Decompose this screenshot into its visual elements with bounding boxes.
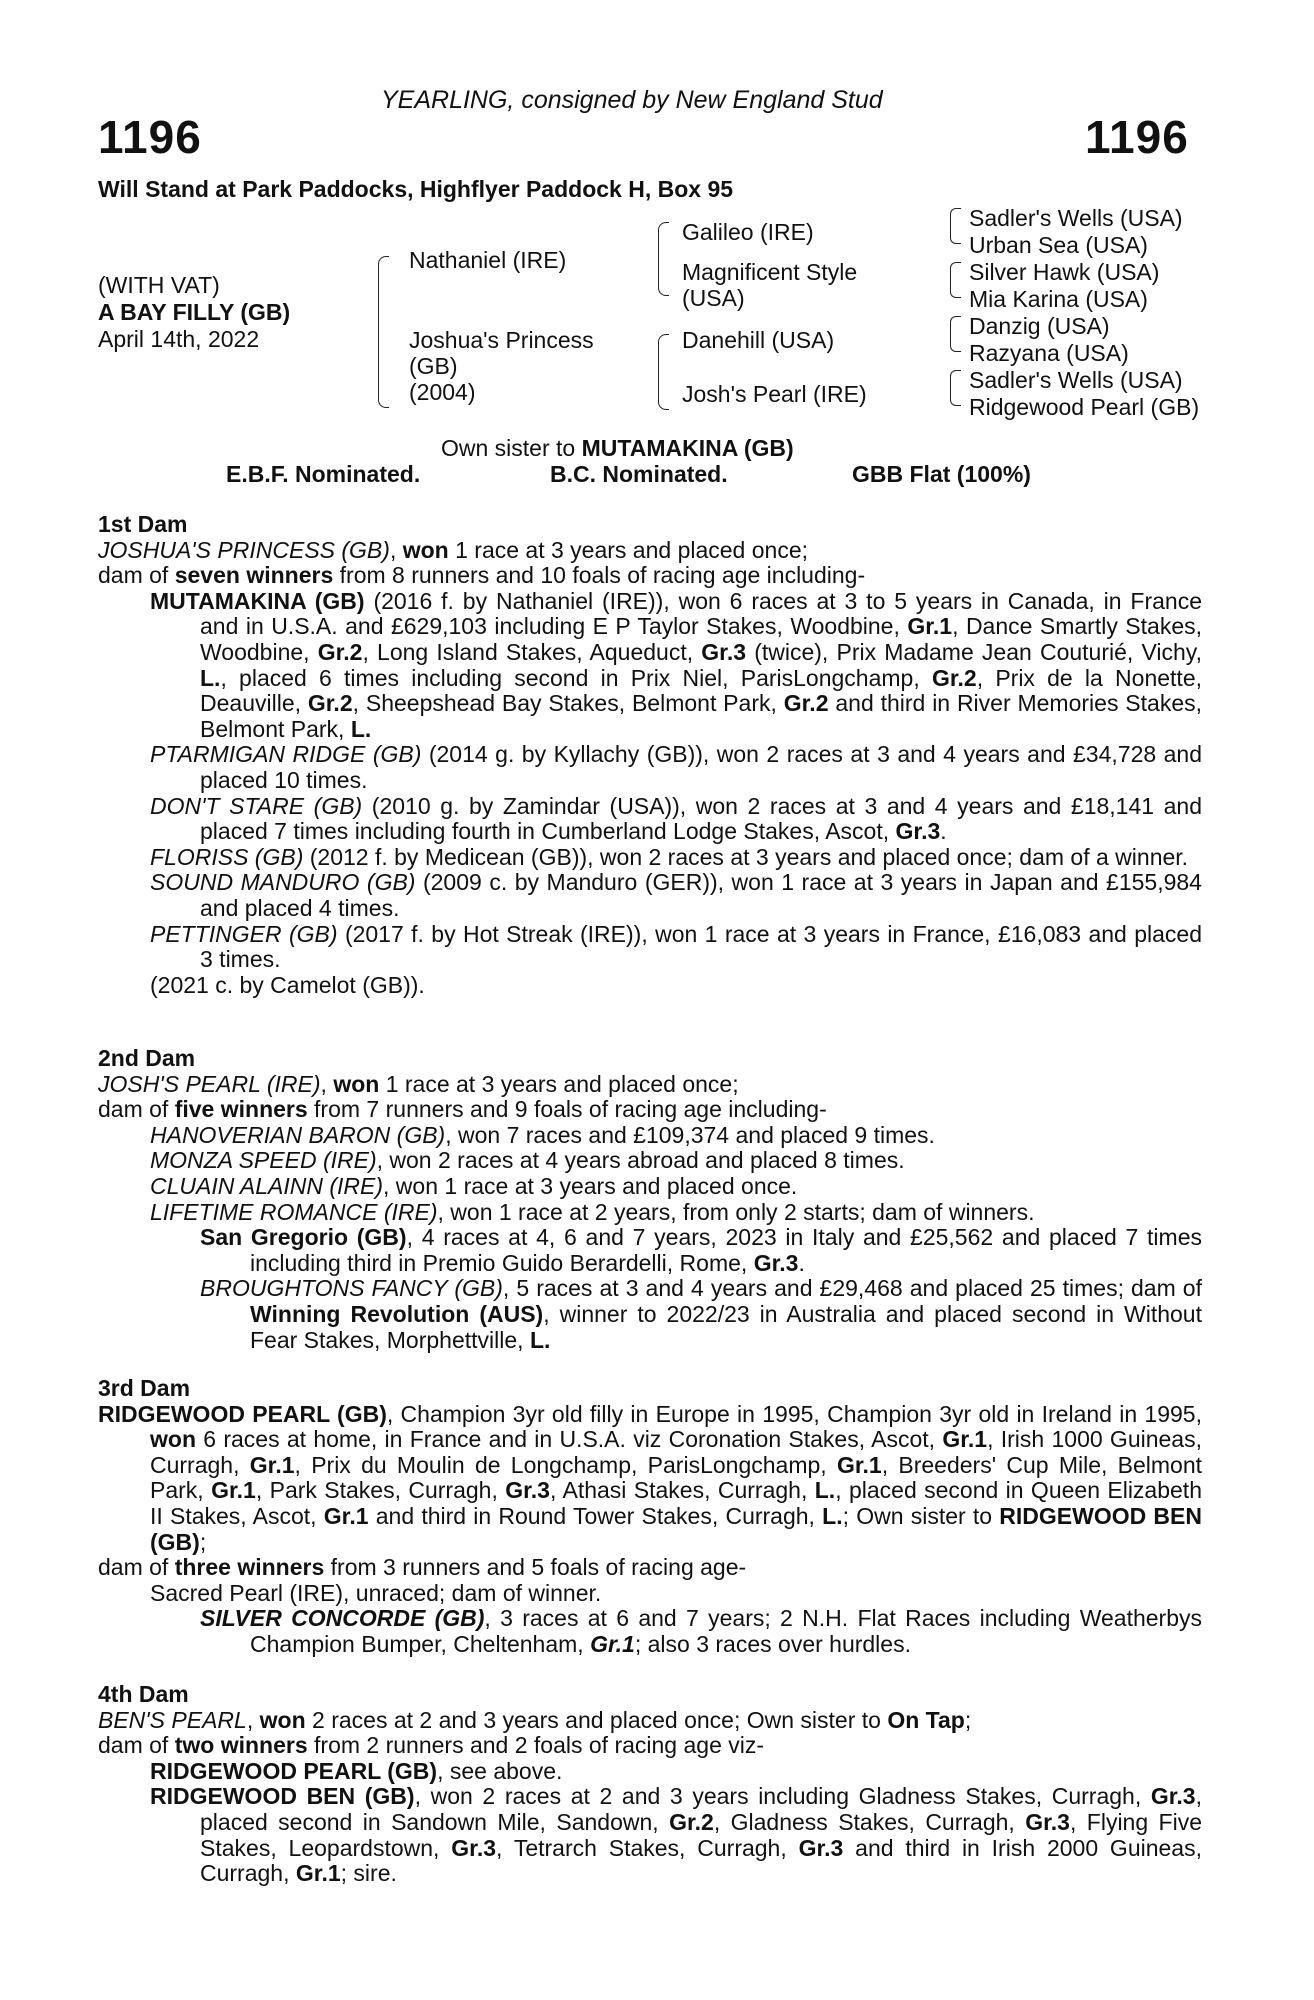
offspring-text: , winner to 2022/23 in Australia and placed second in Without Fear Stakes, Morphettville, bbox=[250, 1300, 1202, 1353]
lot-number-right: 1196 bbox=[1085, 111, 1189, 163]
record-text: ; Own sister to bbox=[842, 1502, 1000, 1529]
third-dam-heading: 3rd Dam bbox=[98, 1375, 191, 1401]
offspring-text: , Gladness Stakes, Curragh, bbox=[713, 1808, 1026, 1835]
offspring-text: ; also 3 races over hurdles. bbox=[634, 1630, 911, 1657]
second-dam-heading: 2nd Dam bbox=[98, 1045, 196, 1071]
offspring-name: FLORISS (GB) bbox=[150, 843, 304, 870]
offspring-name: MUTAMAKINA (GB) bbox=[150, 587, 365, 614]
offspring-text: , Prix de la Nonette, Deauville, bbox=[200, 664, 1202, 717]
first-dam-section bbox=[98, 512, 1202, 998]
offspring-text: (2009 c. by Manduro (GER)), won 1 race at 3 years in Japan and £155,984 and placed 4 times. bbox=[200, 869, 1202, 921]
won-label: won bbox=[150, 1426, 196, 1453]
offspring-name: MONZA SPEED (IRE) bbox=[150, 1147, 377, 1174]
grade-label: Gr.1 bbox=[836, 1451, 882, 1478]
first-dam-heading: 1st Dam bbox=[98, 511, 188, 537]
grade-label: Gr.3 bbox=[1025, 1808, 1070, 1835]
third-dam-section bbox=[98, 1376, 1202, 1658]
listed-label: L. bbox=[200, 664, 221, 691]
runners-foals: from 3 runners and 5 foals of racing age- bbox=[324, 1554, 747, 1581]
won-label: won bbox=[402, 536, 449, 563]
offspring-hanoverian-baron bbox=[150, 1123, 1202, 1149]
record-text: , Irish 1000 Guineas, Curragh, bbox=[150, 1426, 1202, 1478]
winners-count: five winners bbox=[174, 1096, 308, 1123]
offspring-name: PETTINGER (GB) bbox=[150, 920, 338, 947]
dam-dam: Josh's Pearl (IRE) bbox=[682, 381, 867, 407]
grade-label: Gr.3 bbox=[753, 1249, 799, 1276]
fourth-dam-section bbox=[98, 1682, 1202, 1887]
record-text: , placed second in Queen Elizabeth II Stakes, Ascot, bbox=[150, 1477, 1202, 1529]
great-grandsire-1: Sadler's Wells (USA) bbox=[969, 205, 1183, 231]
listed-label: L. bbox=[814, 1477, 836, 1504]
second-dam-produce bbox=[98, 1097, 1202, 1123]
third-dam-name: RIDGEWOOD PEARL (GB) bbox=[98, 1400, 387, 1427]
grade-label: Gr.1 bbox=[249, 1451, 295, 1478]
offspring-name: SOUND MANDURO (GB) bbox=[150, 869, 416, 896]
offspring-name: HANOVERIAN BARON (GB) bbox=[150, 1121, 446, 1148]
winners-count: seven winners bbox=[174, 562, 334, 589]
grade-label: Gr.3 bbox=[798, 1834, 844, 1861]
dam-name-line1: Joshua's Princess bbox=[409, 327, 594, 353]
dam-year: (2004) bbox=[409, 379, 476, 405]
sire-sire: Galileo (IRE) bbox=[682, 219, 814, 245]
dam-of: dam of bbox=[98, 1732, 175, 1759]
sep: , bbox=[389, 536, 403, 563]
record-text: 6 races at home, in France and in U.S.A. viz Coronation Stakes, Ascot, bbox=[196, 1426, 943, 1453]
offspring-text: , won 1 race at 3 years and placed once. bbox=[383, 1172, 798, 1199]
offspring-text: , won 1 race at 2 years, from only 2 starts; dam of winners. bbox=[437, 1198, 1035, 1225]
offspring-name: PTARMIGAN RIDGE (GB) bbox=[150, 741, 422, 768]
grade-label: Gr.3 bbox=[505, 1477, 550, 1504]
record-text: , Athasi Stakes, Curragh, bbox=[549, 1477, 815, 1504]
offspring-text: , won 2 races at 2 and 3 years including Gladness Stakes, Curragh, bbox=[414, 1783, 1151, 1810]
sibling-name: On Tap bbox=[887, 1706, 965, 1733]
grade-label: Gr.3 bbox=[701, 638, 747, 665]
fourth-dam-produce bbox=[98, 1733, 1202, 1759]
second-dam-name: JOSH'S PEARL (IRE) bbox=[98, 1070, 321, 1097]
offspring-text: and third in River Memories Stakes, Belmont Park, bbox=[200, 690, 1203, 742]
grade-label: Gr.3 bbox=[451, 1834, 497, 1861]
sire-dam-line1: Magnificent Style bbox=[682, 259, 858, 285]
offspring-text: , 3 races at 6 and 7 years; 2 N.H. Flat Races including Weatherbys Champion Bumper, Cheltenham, bbox=[250, 1605, 1202, 1657]
runners-foals: from 8 runners and 10 foals of racing age including- bbox=[333, 562, 866, 589]
grade-label: Gr.1 bbox=[211, 1477, 256, 1504]
grandoffspring-silver-concorde bbox=[200, 1606, 1202, 1657]
offspring-text: (2017 f. by Hot Streak (IRE)), won 1 race at 3 years in France, £16,083 and placed 3 times. bbox=[200, 920, 1203, 973]
offspring-text: (2016 f. by Nathaniel (IRE)), won 6 races at 3 to 5 years in Canada, in France and in U.S.A. and £629,103 including E P Taylor Stakes, Woodbine, bbox=[200, 587, 1202, 640]
great-granddam-2: Mia Karina (USA) bbox=[969, 286, 1148, 312]
offspring-ptarmigan bbox=[150, 742, 1202, 793]
grade-label: Gr.2 bbox=[307, 690, 353, 717]
consignment-subtitle: YEARLING, consigned by New England Stud bbox=[381, 86, 883, 114]
record-text: , Breeders' Cup Mile, Belmont Park, bbox=[150, 1451, 1203, 1504]
offspring-name: Winning Revolution (AUS) bbox=[250, 1300, 544, 1327]
dam-of: dam of bbox=[98, 1096, 175, 1123]
offspring-name: RIDGEWOOD PEARL (GB) bbox=[150, 1757, 438, 1784]
offspring-name: LIFETIME ROMANCE (IRE) bbox=[150, 1198, 438, 1225]
pedigree-brace-sire bbox=[658, 222, 669, 296]
great-grandsire-2: Silver Hawk (USA) bbox=[969, 259, 1160, 285]
runners-foals: from 2 runners and 2 foals of racing age viz- bbox=[307, 1732, 765, 1759]
winners-count: two winners bbox=[174, 1732, 308, 1759]
offspring-text: , Long Island Stakes, Aqueduct, bbox=[362, 638, 702, 665]
offspring-name: CLUAIN ALAINN (IRE) bbox=[150, 1172, 384, 1199]
winners-count: three winners bbox=[174, 1554, 325, 1581]
offspring-text: , Flying Five Stakes, Leopardstown, bbox=[200, 1808, 1202, 1861]
offspring-cluain-alainn bbox=[150, 1174, 1202, 1200]
grade-label: Gr.2 bbox=[783, 690, 829, 717]
pedigree-brace-main bbox=[378, 256, 389, 408]
vat-note: (WITH VAT) bbox=[98, 272, 220, 298]
fourth-dam-record: 2 races at 2 and 3 years and placed once; Own sister to bbox=[305, 1706, 888, 1733]
offspring-ridgewood-ben bbox=[150, 1784, 1202, 1886]
great-granddam-3: Razyana (USA) bbox=[969, 340, 1129, 366]
sire-name: Nathaniel (IRE) bbox=[409, 247, 567, 273]
first-dam-produce bbox=[98, 563, 1202, 589]
ebf-nomination: E.B.F. Nominated. bbox=[226, 461, 421, 487]
pedigree-brace-g3a bbox=[950, 208, 961, 244]
pedigree-brace-g3d bbox=[950, 370, 961, 406]
won-label: won bbox=[333, 1070, 380, 1097]
dam-sire: Danehill (USA) bbox=[682, 327, 835, 353]
offspring-text: (2012 f. by Medicean (GB)), won 2 races at 3 years and placed once; dam of a winner. bbox=[303, 843, 1189, 870]
first-dam-record: 1 race at 3 years and placed once; bbox=[448, 536, 809, 563]
horse-name: A BAY FILLY (GB) bbox=[98, 299, 291, 325]
fourth-dam-summary bbox=[98, 1708, 1202, 1734]
grandoffspring-san-gregorio: San Gregorio (GB), 4 races at 4, 6 and 7 years, 2023 in Italy and £25,562 and placed 7 times including third in Premio Guido Berardelli, Rome, Gr.3. bbox=[200, 1224, 1202, 1276]
grade-label: Gr.2 bbox=[317, 638, 363, 665]
offspring-ridgewood-pearl bbox=[150, 1759, 1202, 1785]
second-dam-record: 1 race at 3 years and placed once; bbox=[379, 1070, 739, 1097]
grade-label: Gr.2 bbox=[669, 1808, 714, 1835]
offspring-text: (2010 g. by Zamindar (USA)), won 2 races at 3 and 4 years and £18,141 and placed 7 times including fourth in Cumberland Lodge Stakes, Ascot, bbox=[200, 792, 1203, 845]
lot-number-left: 1196 bbox=[98, 111, 202, 163]
stand-location: Will Stand at Park Paddocks, Highflyer Paddock H, Box 95 bbox=[98, 176, 734, 202]
grade-label: Gr.1 bbox=[907, 613, 953, 640]
fourth-dam-name: BEN'S PEARL bbox=[98, 1706, 247, 1733]
offspring-text: , won 2 races at 4 years abroad and placed 8 times. bbox=[376, 1147, 905, 1174]
offspring-sound-manduro bbox=[150, 870, 1202, 921]
offspring-pettinger bbox=[150, 922, 1202, 973]
second-dam-section bbox=[98, 1046, 1202, 1353]
grandoffspring-broughtons-fancy bbox=[200, 1276, 1202, 1353]
sep: , bbox=[246, 1706, 260, 1733]
dam-name-line2: (GB) bbox=[409, 353, 458, 379]
pedigree-brace-dam bbox=[658, 334, 669, 410]
runners-foals: from 7 runners and 9 foals of racing age including- bbox=[307, 1096, 827, 1123]
offspring-text: , placed 6 times including second in Prix Niel, ParisLongchamp, bbox=[220, 664, 932, 691]
record-text: and third in Round Tower Stakes, Curragh, bbox=[368, 1502, 823, 1529]
grade-label: Gr.3 bbox=[895, 818, 941, 845]
listed-label: L. bbox=[529, 1326, 551, 1353]
grade-label: Gr.2 bbox=[931, 664, 977, 691]
gbb-flat: GBB Flat (100%) bbox=[852, 461, 1031, 487]
second-dam-summary bbox=[98, 1072, 1202, 1098]
offspring-mutamakina bbox=[150, 589, 1202, 743]
listed-label: L. bbox=[350, 715, 372, 742]
offspring-text: (twice), Prix Madame Jean Couturié, Vichy, bbox=[746, 638, 1202, 665]
first-dam-summary bbox=[98, 538, 1202, 564]
grade-label: Gr.1 bbox=[942, 1426, 988, 1453]
great-granddam-1: Urban Sea (USA) bbox=[969, 232, 1148, 258]
offspring-text: and third in Irish 2000 Guineas, Curragh, bbox=[200, 1834, 1202, 1887]
offspring-2021-colt: (2021 c. by Camelot (GB)). bbox=[150, 971, 425, 998]
offspring-text: , 5 races at 3 and 4 years and £29,468 and placed 25 times; dam of bbox=[502, 1275, 1202, 1302]
third-dam-produce bbox=[98, 1555, 1202, 1581]
listed-label: L. bbox=[822, 1502, 843, 1529]
grade-label: Gr.1 bbox=[323, 1502, 369, 1529]
offspring-text: , Sheepshead Bay Stakes, Belmont Park, bbox=[352, 690, 784, 717]
offspring-text: (2014 g. by Kyllachy (GB)), won 2 races at 3 and 4 years and £34,728 and placed 10 times. bbox=[200, 741, 1203, 793]
own-sister-name: MUTAMAKINA (GB) bbox=[581, 435, 794, 461]
great-granddam-4: Ridgewood Pearl (GB) bbox=[969, 394, 1200, 420]
sire-dam-line2: (USA) bbox=[682, 285, 745, 311]
offspring-sacred-pearl: Sacred Pearl (IRE), unraced; dam of winner. bbox=[150, 1579, 602, 1606]
offspring-name: DON'T STARE (GB) bbox=[150, 792, 363, 819]
dam-of: dam of bbox=[98, 1554, 175, 1581]
dam-of: dam of bbox=[98, 562, 175, 589]
offspring-text: , 4 races at 4, 6 and 7 years, 2023 in Italy and £25,562 and placed 7 times including third in Premio Guido Berardelli, Rome, bbox=[250, 1224, 1202, 1276]
offspring-name: RIDGEWOOD BEN (GB) bbox=[150, 1783, 415, 1810]
great-grandsire-3: Danzig (USA) bbox=[969, 313, 1110, 339]
offspring-text: , won 7 races and £109,374 and placed 9 times. bbox=[445, 1121, 935, 1148]
first-dam-name: JOSHUA'S PRINCESS (GB) bbox=[98, 536, 390, 563]
grade-label: Gr.3 bbox=[1150, 1783, 1196, 1810]
grade-label: Gr.1 bbox=[295, 1860, 341, 1887]
offspring-text: , placed second in Sandown Mile, Sandown, bbox=[200, 1783, 1202, 1835]
fourth-dam-heading: 4th Dam bbox=[98, 1681, 189, 1707]
pedigree-brace-g3b bbox=[950, 262, 961, 298]
grade-label: Gr.1 bbox=[590, 1630, 635, 1657]
own-sister-note bbox=[441, 435, 794, 462]
record-text: , Park Stakes, Curragh, bbox=[255, 1477, 506, 1504]
offspring-name: SILVER CONCORDE (GB) bbox=[200, 1605, 485, 1632]
great-grandsire-4: Sadler's Wells (USA) bbox=[969, 367, 1183, 393]
sep: ; bbox=[964, 1706, 972, 1733]
offspring-text: , Tetrarch Stakes, Curragh, bbox=[496, 1834, 799, 1861]
offspring-name: San Gregorio (GB) bbox=[200, 1224, 407, 1251]
offspring-monza-speed bbox=[150, 1148, 1202, 1174]
offspring-text: ; sire. bbox=[340, 1860, 397, 1887]
pedigree-brace-g3c bbox=[950, 316, 961, 352]
ridgewood-pearl-record: RIDGEWOOD PEARL (GB), Champion 3yr old filly in Europe in 1995, Champion 3yr old in Ireland in 1995, won 6 races at home, in France and in U.S.A. viz Coronation Stakes, Ascot, Gr.1, Irish 1000 Guineas, Curragh, Gr.1, Prix du Moulin de Longchamp, ParisLongchamp, Gr.1, Breeders' Cup Mile, Belmont Park, Gr.1, Park Stakes, Curragh, Gr.3, Athasi Stakes, Curragh, L., placed second in Queen Elizabeth II Stakes, Ascot, Gr.1 and third in Round Tower Stakes, Curragh, L.; Own sister to RIDGEWOOD BEN (GB); bbox=[98, 1400, 1203, 1555]
record-text: , Champion 3yr old filly in Europe in 1995, Champion 3yr old in Ireland in 1995, bbox=[386, 1400, 1202, 1427]
offspring-text: , Dance Smartly Stakes, Woodbine, bbox=[200, 613, 1202, 665]
record-text: , Prix du Moulin de Longchamp, ParisLongchamp, bbox=[294, 1451, 837, 1478]
offspring-lifetime-romance bbox=[150, 1200, 1202, 1226]
sep: , bbox=[320, 1070, 334, 1097]
foaling-date: April 14th, 2022 bbox=[98, 326, 260, 352]
bc-nomination: B.C. Nominated. bbox=[550, 461, 728, 487]
offspring-text: , see above. bbox=[437, 1757, 563, 1784]
offspring-name: BROUGHTONS FANCY (GB) bbox=[200, 1275, 503, 1302]
offspring-dont-stare: DON'T STARE (GB) (2010 g. by Zamindar (USA)), won 2 races at 3 and 4 years and £18,141 and placed 7 times including fourth in Cumberland Lodge Stakes, Ascot, Gr.3. bbox=[150, 792, 1203, 845]
offspring-floriss bbox=[150, 845, 1202, 871]
own-sister-prefix: Own sister to bbox=[441, 435, 582, 461]
sibling-name: RIDGEWOOD BEN (GB) bbox=[150, 1502, 1202, 1555]
won-label: won bbox=[259, 1706, 306, 1733]
